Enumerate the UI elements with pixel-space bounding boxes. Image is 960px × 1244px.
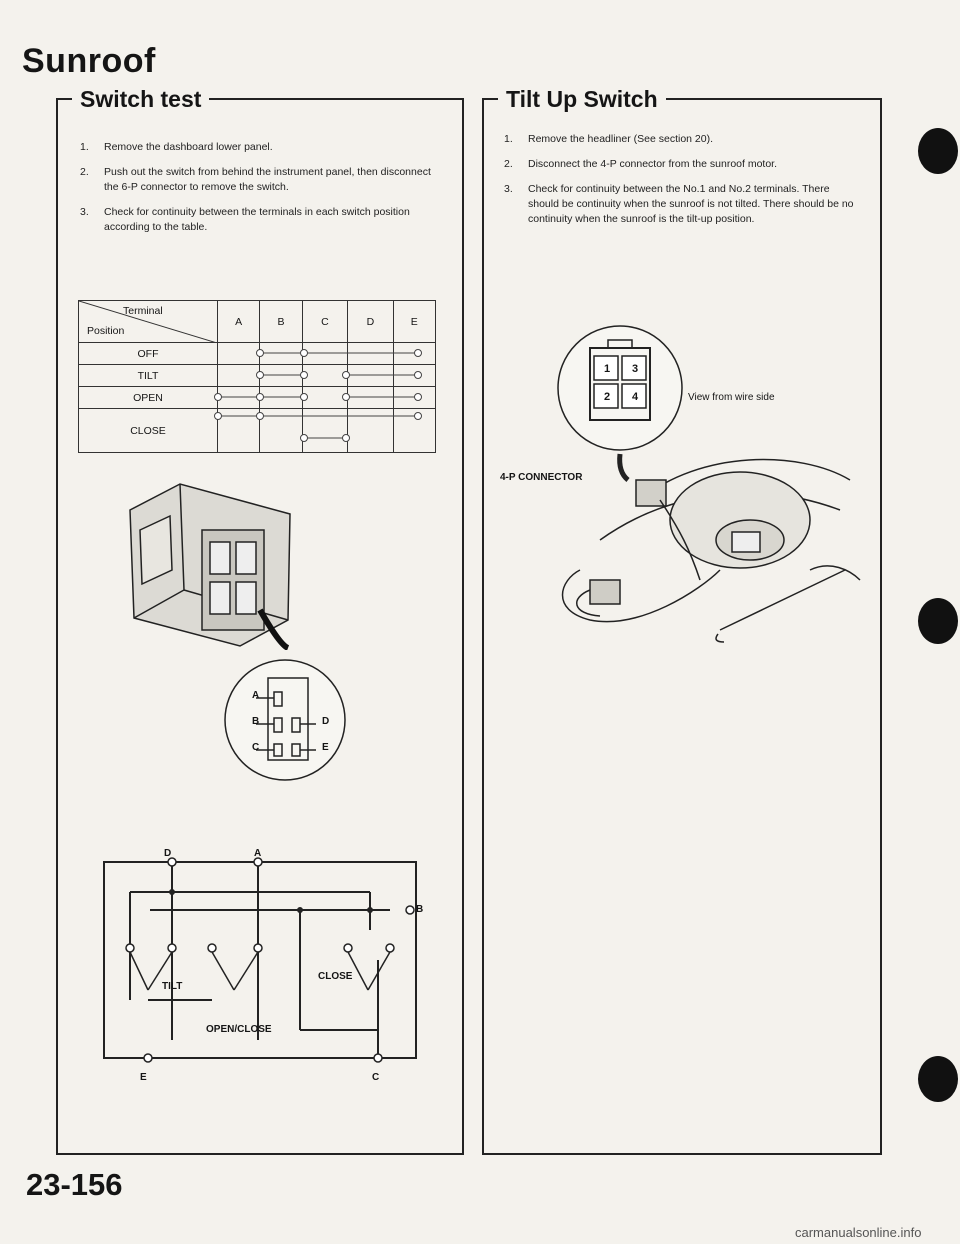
connector-label-e: E: [322, 742, 329, 753]
schematic-label-open-close: OPEN/CLOSE: [206, 1024, 272, 1035]
page-title: Sunroof: [22, 42, 156, 80]
switch-test-title: Switch test: [80, 85, 202, 112]
view-label: View from wire side: [688, 392, 775, 403]
connector-label-a: A: [252, 690, 260, 701]
schematic-label-a: A: [254, 848, 262, 859]
schematic-label-b: B: [416, 904, 424, 915]
tilt-up-steps: [504, 132, 856, 237]
row-label: CLOSE: [79, 409, 218, 453]
pin-4: 4: [632, 391, 639, 403]
binder-hole-mark: [918, 1056, 958, 1102]
connector-label-c: C: [252, 742, 260, 753]
column-header: C: [302, 301, 347, 343]
connector-label-d: D: [322, 716, 330, 727]
connector-label-b: B: [252, 716, 260, 727]
schematic-label-close: CLOSE: [318, 971, 353, 982]
step-item: 1. Remove the headliner (See section 20).: [504, 133, 714, 145]
pin-1: 1: [604, 363, 611, 375]
row-label: OFF: [79, 343, 218, 365]
switch-schematic: [100, 840, 430, 1080]
switch-connector-detail: [220, 640, 350, 800]
step-item: 2. Disconnect the 4-P connector from the sunroof motor.: [504, 158, 778, 170]
sunroof-switch-illustration: [110, 470, 310, 650]
column-header: B: [260, 301, 302, 343]
schematic-label-tilt: TILT: [162, 981, 183, 992]
row-label: TILT: [79, 365, 218, 387]
step-item: 3. Check for continuity between the terminals in each switch position according to the table.: [80, 206, 410, 233]
schematic-label-c: C: [372, 1072, 380, 1083]
watermark: carmanualsonline.info: [795, 1225, 922, 1240]
page-number: 23-156: [26, 1167, 123, 1202]
binder-hole-mark: [918, 598, 958, 644]
continuity-symbols: [78, 300, 436, 456]
tilt-up-header: [482, 85, 882, 113]
row-label: OPEN: [79, 387, 218, 409]
tilt-up-title: Tilt Up Switch: [506, 85, 658, 112]
four-pin-connector-label: 4-P CONNECTOR: [500, 472, 583, 483]
schematic-label-e: E: [140, 1072, 147, 1083]
step-item: 3. Check for continuity between the No.1 and No.2 terminals. There should be continuity when the sunroof is not tilted. There should be no continuity when the sunroof is the tilt-up position.: [504, 183, 854, 225]
position-header: Position: [87, 325, 125, 337]
column-header: E: [393, 301, 435, 343]
column-header: A: [218, 301, 260, 343]
column-header: D: [348, 301, 393, 343]
step-item: 2. Push out the switch from behind the instrument panel, then disconnect the 6-P connector to remove the switch.: [80, 166, 431, 193]
binder-hole-mark: [918, 128, 958, 174]
switch-test-header: [56, 85, 464, 113]
switch-test-steps: [80, 140, 432, 245]
terminal-header: Terminal: [123, 305, 163, 317]
step-item: 1. Remove the dashboard lower panel.: [80, 141, 273, 153]
schematic-label-d: D: [164, 848, 172, 859]
sunroof-motor-illustration: [500, 420, 870, 660]
pin-3: 3: [632, 363, 639, 375]
pin-2: 2: [604, 391, 611, 403]
